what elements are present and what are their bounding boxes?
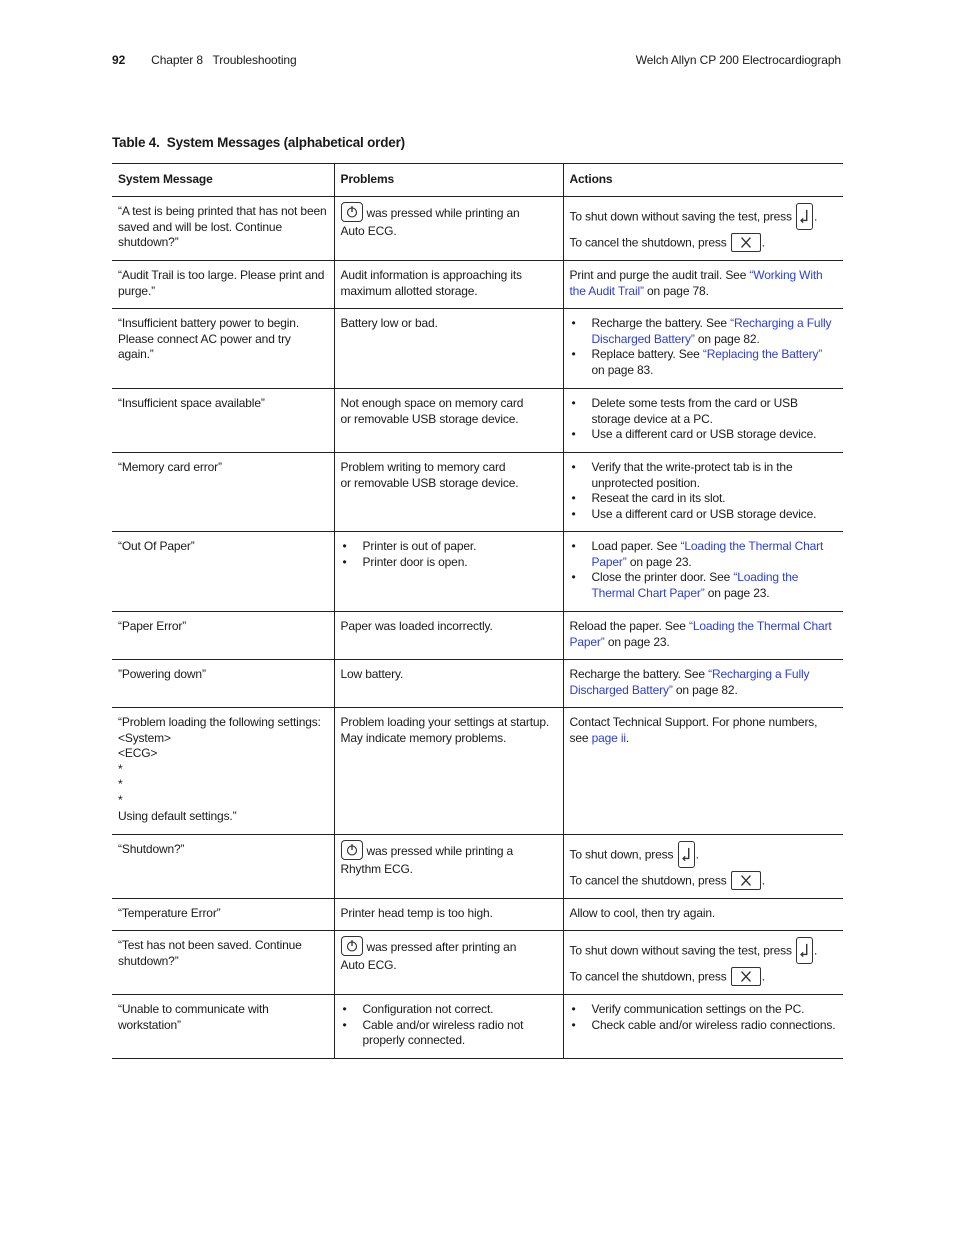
list-item: • Reseat the card in its slot. xyxy=(570,491,838,507)
message-line: <System> xyxy=(118,730,171,745)
problem-cell xyxy=(334,899,563,931)
system-messages-table xyxy=(112,163,843,1059)
list-item: • Verify that the write-protect tab is in the unprotected position. xyxy=(570,460,838,491)
action-text: To shut down, press xyxy=(569,847,674,862)
action-cell: To shut down without saving the test, press . To cancel the shutdown, press . xyxy=(563,197,843,261)
cross-reference-link[interactable]: “Loading the Thermal xyxy=(591,570,799,600)
problem-text: Low battery. xyxy=(340,667,404,681)
page-number: 92 xyxy=(112,53,126,67)
list-item: • Printer is out of paper. xyxy=(341,539,557,555)
problem-cell xyxy=(334,309,563,389)
power-icon xyxy=(341,936,363,956)
action-cell xyxy=(563,453,843,532)
problem-text: was pressed after printing an xyxy=(366,940,517,955)
action-text: To cancel the shutdown, press xyxy=(569,969,727,984)
message-line: workstation” xyxy=(118,1017,181,1032)
problem-text: or removable USB storage device. xyxy=(340,411,519,426)
list-item: • Printer door is open. xyxy=(341,555,557,571)
list-item: • Close the printer door. See “Loading the Thermal Chart Paper” on page 23. xyxy=(570,570,838,601)
problem-cell xyxy=(334,612,563,660)
message-cell xyxy=(112,532,334,612)
problem-cell xyxy=(334,995,563,1059)
problem-text: May indicate memory problems. xyxy=(340,730,507,745)
action-text: To shut down without saving the test, press xyxy=(569,209,792,224)
cross-reference-link[interactable]: “Loading the Thermal Chart xyxy=(680,539,824,553)
table-row xyxy=(112,261,843,309)
table-row xyxy=(112,197,843,261)
action-cell xyxy=(563,995,843,1059)
action-text: on page 82. xyxy=(675,682,738,697)
cross-reference-link[interactable]: “Working With the xyxy=(569,268,823,298)
message-line: “Shutdown?” xyxy=(118,842,185,856)
action-text: Contact Technical Support. For phone numbers, see xyxy=(569,715,818,745)
list-item: • Load paper. See “Loading the Thermal Chart Paper” on page 23. xyxy=(570,539,838,570)
cancel-key-icon xyxy=(731,871,761,890)
problem-text: Audit information is approaching its xyxy=(340,268,522,282)
action-text: Recharge the battery. See xyxy=(569,667,705,681)
message-cell xyxy=(112,612,334,660)
list-item: • Use a different card or USB storage device. xyxy=(570,507,838,523)
message-line: “Test has not been saved. Continue xyxy=(118,938,302,952)
cross-reference-link[interactable]: “Replacing the Battery” xyxy=(702,347,823,362)
message-line: “A test is being printed that has not been xyxy=(118,204,327,218)
message-line: Please connect AC power and try again.” xyxy=(118,331,291,362)
message-cell xyxy=(112,899,334,931)
list-item: • Replace battery. See “Replacing the Battery” on page 83. xyxy=(570,347,838,378)
problem-cell xyxy=(334,261,563,309)
problem-cell xyxy=(334,197,563,261)
cross-reference-link[interactable]: “Recharging a Fully xyxy=(708,667,810,681)
action-cell: To shut down, press . To cancel the shutdown, press . xyxy=(563,835,843,899)
cross-reference-link[interactable]: Chart Paper” xyxy=(637,585,705,600)
list-item: • Delete some tests from the card or USB storage device at a PC. xyxy=(570,396,838,427)
list-item: • Cable and/or wireless radio not properly connected. xyxy=(341,1018,557,1049)
enter-key-icon xyxy=(796,203,813,230)
cancel-key-icon xyxy=(731,233,761,252)
message-cell xyxy=(112,389,334,453)
problem-text: Battery low or bad. xyxy=(340,316,438,330)
action-cell: To shut down without saving the test, press . To cancel the shutdown, press . xyxy=(563,931,843,995)
problem-cell xyxy=(334,389,563,453)
problem-text: or removable USB storage device. xyxy=(340,475,519,490)
problem-cell xyxy=(334,660,563,708)
action-text: Print and purge the audit trail. See xyxy=(569,268,747,282)
column-header: System Message xyxy=(112,164,334,197)
product-title: Welch Allyn CP 200 Electrocardiograph xyxy=(635,53,841,67)
action-text: . xyxy=(625,730,630,745)
table-row xyxy=(112,389,843,453)
message-line: saved and will be lost. Continue xyxy=(118,219,282,234)
problem-cell xyxy=(334,453,563,532)
message-line: “Out Of Paper” xyxy=(118,539,195,553)
cross-reference-link[interactable]: Discharged Battery” xyxy=(591,331,695,346)
message-line: “Memory card error” xyxy=(118,460,222,474)
message-line: purge.” xyxy=(118,283,155,298)
message-cell xyxy=(112,309,334,389)
action-text: Allow to cool, then try again. xyxy=(569,906,716,920)
action-text: To cancel the shutdown, press xyxy=(569,873,727,888)
enter-key-icon xyxy=(796,937,813,964)
table-row xyxy=(112,931,843,995)
message-line: * xyxy=(118,761,123,776)
message-cell xyxy=(112,197,334,261)
page-header-left xyxy=(112,53,297,67)
table-caption: Table 4. System Messages (alphabetical order) xyxy=(112,135,405,150)
action-cell xyxy=(563,660,843,708)
message-line: “Unable to communicate with xyxy=(118,1002,269,1016)
action-text: on page 23. xyxy=(607,634,670,649)
problem-text: Problem loading your settings at startup. xyxy=(340,715,550,729)
cross-reference-link[interactable]: Paper” xyxy=(591,554,627,569)
action-text: To cancel the shutdown, press xyxy=(569,235,727,250)
power-icon xyxy=(341,202,363,222)
message-line: <ECG> xyxy=(118,746,158,761)
enter-key-icon xyxy=(678,841,695,868)
table-row xyxy=(112,995,843,1059)
action-cell xyxy=(563,708,843,835)
message-line: shutdown?” xyxy=(118,235,179,250)
message-cell xyxy=(112,453,334,532)
message-line: * xyxy=(118,792,123,807)
cancel-key-icon xyxy=(731,967,761,986)
list-item: • Check cable and/or wireless radio connections. xyxy=(570,1018,838,1034)
cross-reference-link[interactable]: page ii xyxy=(591,730,626,745)
problem-text: Auto ECG. xyxy=(340,224,397,238)
action-cell xyxy=(563,899,843,931)
column-header: Actions xyxy=(563,164,843,197)
message-line: “Audit Trail is too large. Please print and xyxy=(118,268,325,282)
problem-text: Rhythm ECG. xyxy=(340,862,413,876)
cross-reference-link[interactable]: Discharged Battery” xyxy=(569,682,673,697)
list-item: • Recharge the battery. See “Recharging a Fully Discharged Battery” on page 82. xyxy=(570,316,838,347)
action-text: on page 78. xyxy=(647,283,709,298)
table-row xyxy=(112,453,843,532)
table-row xyxy=(112,708,843,835)
action-text: To shut down without saving the test, press xyxy=(569,943,792,958)
cross-reference-link[interactable]: Paper” xyxy=(569,634,605,649)
message-cell xyxy=(112,261,334,309)
action-cell xyxy=(563,389,843,453)
problem-cell xyxy=(334,931,563,995)
action-cell xyxy=(563,532,843,612)
table-header-row xyxy=(112,164,843,197)
list-item: • Use a different card or USB storage device. xyxy=(570,427,838,443)
table-row xyxy=(112,660,843,708)
table-row xyxy=(112,309,843,389)
message-line: “Insufficient space available” xyxy=(118,396,265,410)
message-cell xyxy=(112,835,334,899)
problem-cell xyxy=(334,532,563,612)
message-cell xyxy=(112,708,334,835)
problem-text: maximum allotted storage. xyxy=(340,283,478,298)
message-line: “Paper Error” xyxy=(118,619,187,633)
message-cell xyxy=(112,931,334,995)
list-item: • Verify communication settings on the PC. xyxy=(570,1002,838,1018)
problem-text: Printer head temp is too high. xyxy=(340,906,493,920)
problem-text: was pressed while printing an xyxy=(366,206,520,221)
cross-reference-link[interactable]: Audit Trail” xyxy=(588,283,644,298)
column-header: Problems xyxy=(334,164,563,197)
problem-text: Not enough space on memory card xyxy=(340,396,524,410)
chapter-title: Chapter 8 Troubleshooting xyxy=(151,53,297,67)
problem-cell xyxy=(334,835,563,899)
message-cell xyxy=(112,660,334,708)
power-icon xyxy=(341,840,363,860)
message-line: * xyxy=(118,777,123,792)
message-line: “Insufficient battery power to begin. xyxy=(118,316,300,330)
message-line: shutdown?” xyxy=(118,953,179,968)
problem-text: Paper was loaded incorrectly. xyxy=(340,619,493,633)
table-row xyxy=(112,612,843,660)
message-line: “Temperature Error” xyxy=(118,906,221,920)
action-cell xyxy=(563,261,843,309)
message-line: ”Powering down” xyxy=(118,667,206,681)
table-row xyxy=(112,835,843,899)
action-cell xyxy=(563,309,843,389)
action-text: Reload the paper. See xyxy=(569,619,686,633)
cross-reference-link[interactable]: “Loading the Thermal Chart xyxy=(688,619,832,633)
table-row xyxy=(112,532,843,612)
message-cell xyxy=(112,995,334,1059)
message-line: Using default settings.” xyxy=(118,808,237,823)
table-row xyxy=(112,899,843,931)
cross-reference-link[interactable]: “Recharging a Fully xyxy=(730,316,832,330)
problem-text: was pressed while printing a xyxy=(366,844,514,859)
problem-text: Problem writing to memory card xyxy=(340,460,506,474)
list-item: • Configuration not correct. xyxy=(341,1002,557,1018)
problem-cell xyxy=(334,708,563,835)
action-cell xyxy=(563,612,843,660)
message-line: “Problem loading the following settings: xyxy=(118,715,321,729)
problem-text: Auto ECG. xyxy=(340,958,397,972)
